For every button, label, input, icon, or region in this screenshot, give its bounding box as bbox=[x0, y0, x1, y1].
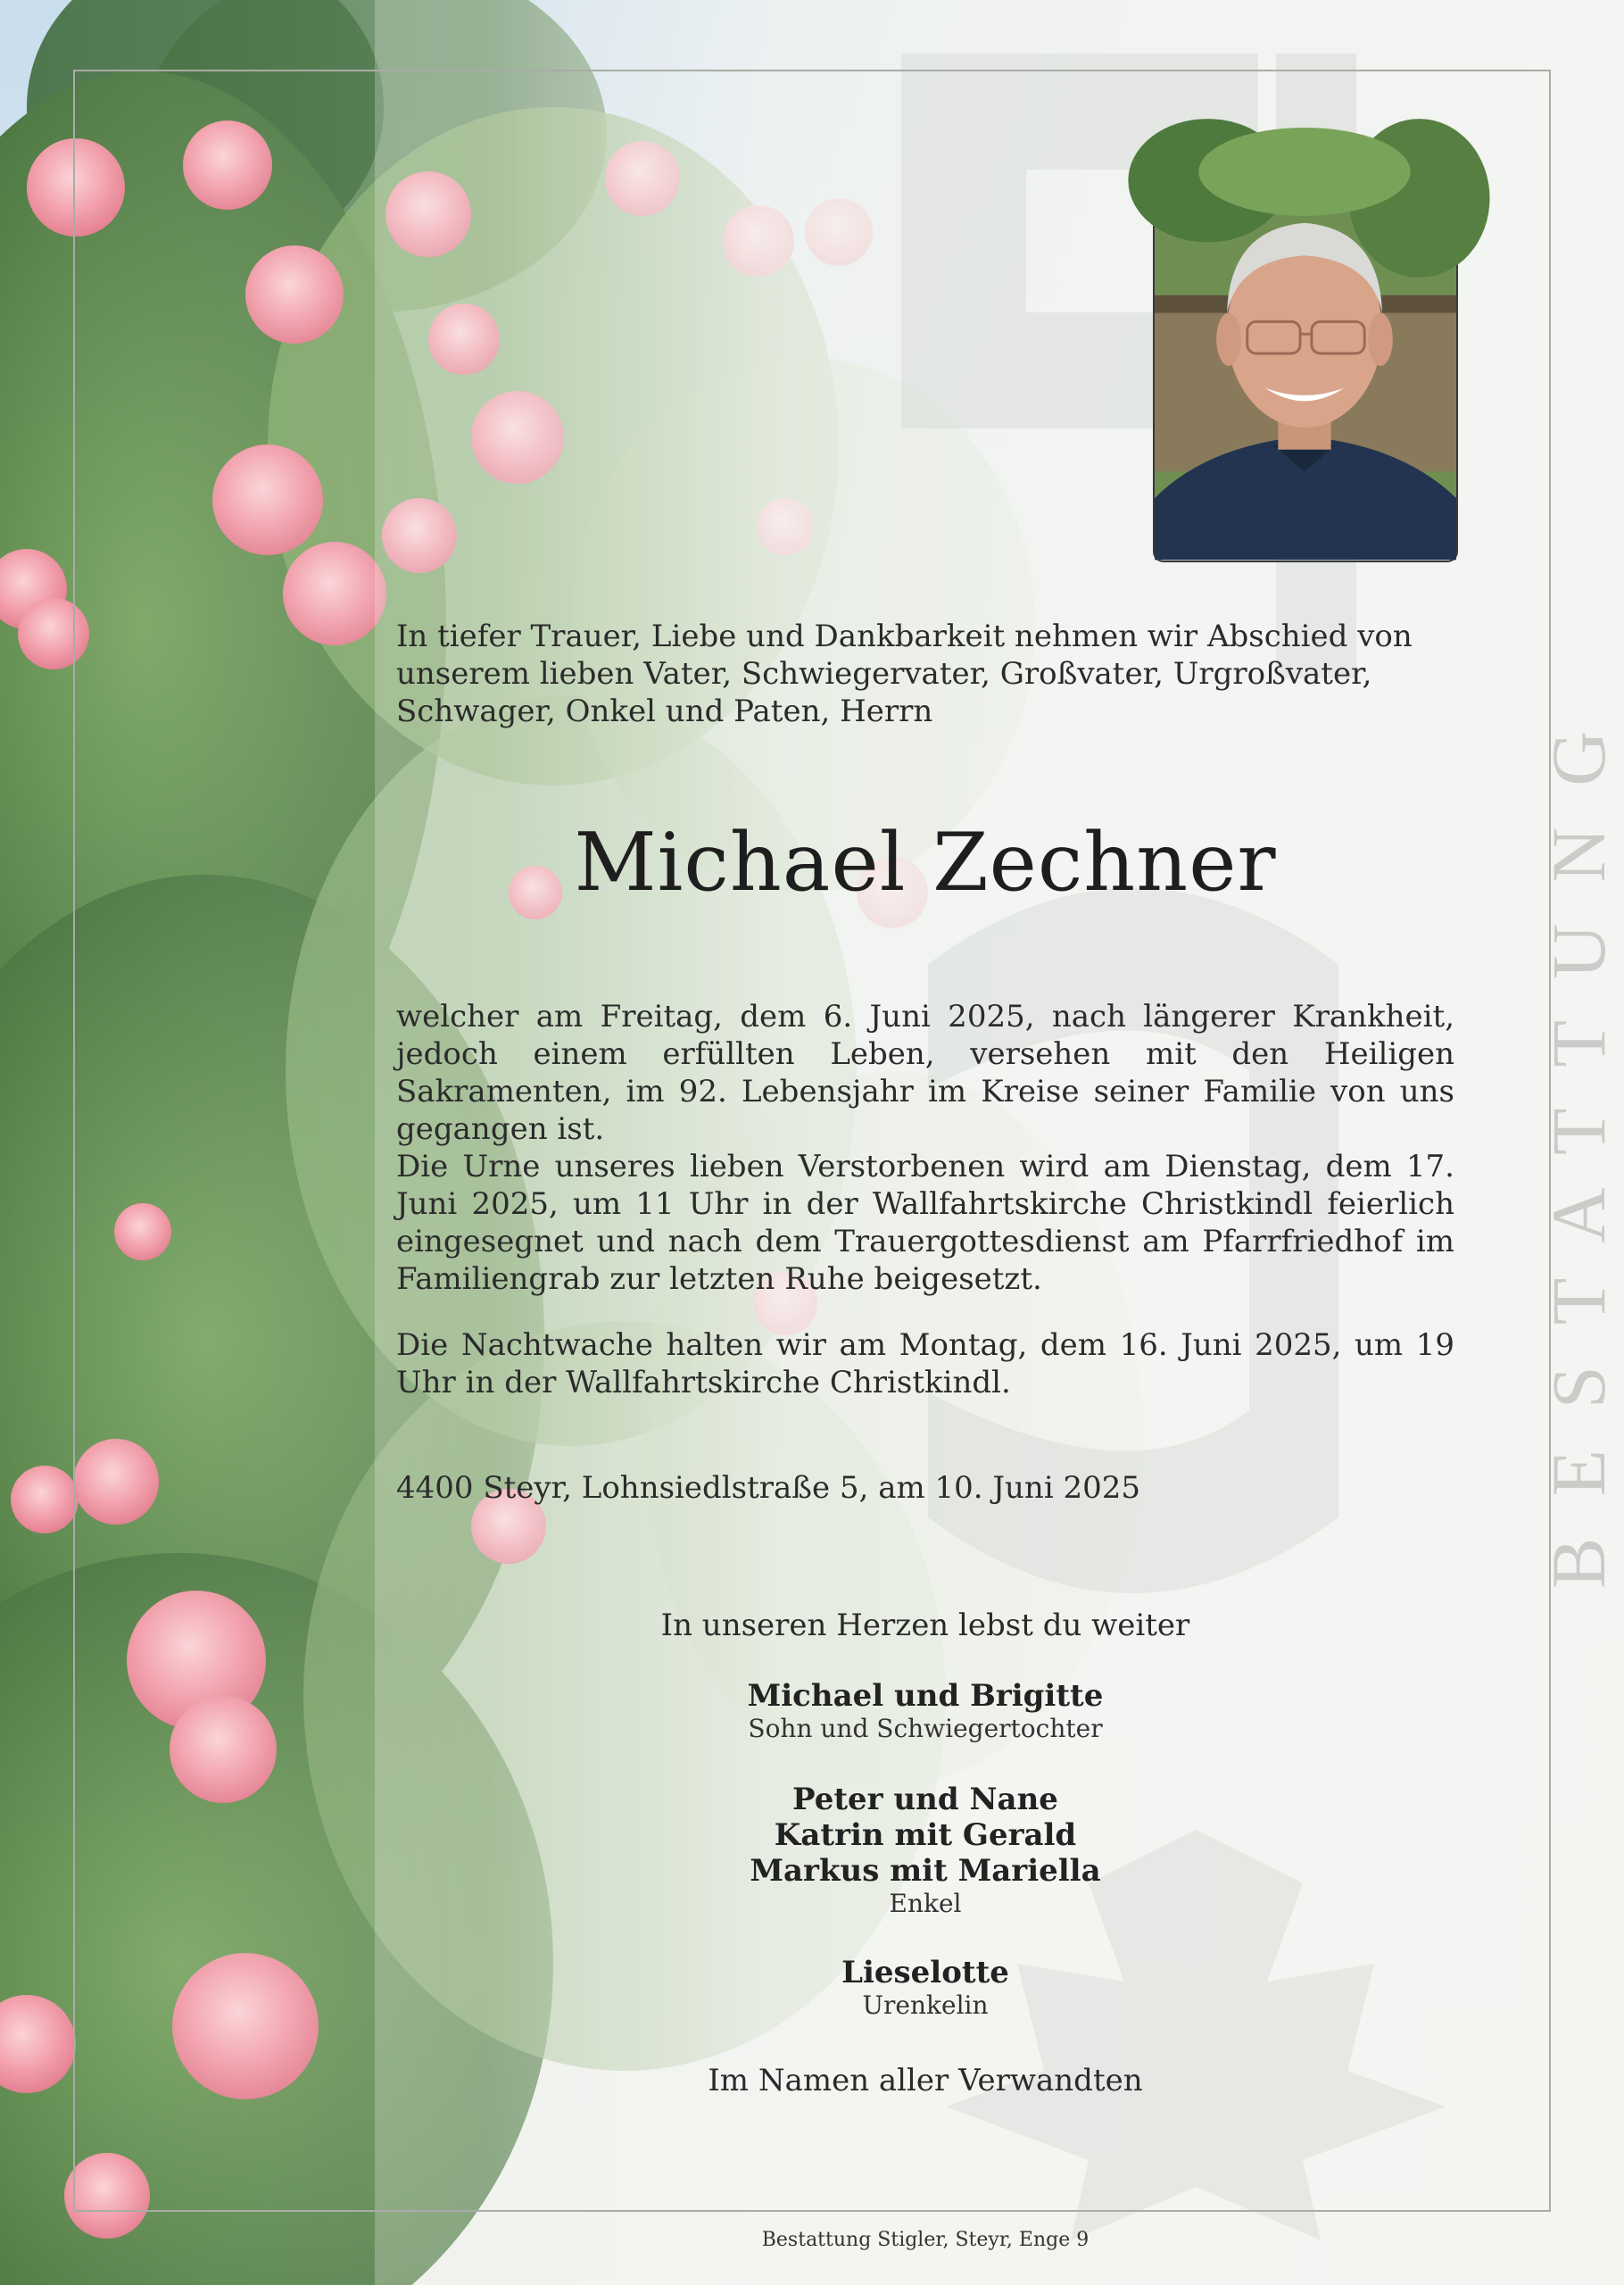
portrait-illustration bbox=[1155, 145, 1456, 561]
family-member-name: Markus mit Mariella bbox=[750, 1853, 1101, 1889]
intro-text: In tiefer Trauer, Liebe und Dankbarkeit nehmen wir Abschied von unserem lieben Vater, Schwiegervater, Großvater, Urgroßvater, Schwager, Onkel und Paten, Herrn bbox=[396, 619, 1413, 729]
family-member-name: Peter und Nane bbox=[792, 1782, 1058, 1817]
deceased-name: Michael Zechner bbox=[574, 816, 1277, 910]
watermark-text: BESTATTUNG bbox=[1536, 689, 1621, 1589]
family-group-great-grandchildren bbox=[396, 1955, 1454, 2021]
funeral-details-paragraph: Die Urne unseres lieben Verstorbenen wird am Dienstag, dem 17. Juni 2025, um 11 Uhr in der Wallfahrtskirche Christkindl feierlich eingesegnet und nach dem Trauergottesdienst am Pfarrfriedhof im Familiengrab zur letzten Ruhe beigesetzt. bbox=[396, 1149, 1454, 1297]
family-member-name: Katrin mit Gerald bbox=[774, 1817, 1077, 1853]
family-relation: Urenkelin bbox=[862, 1990, 989, 2020]
death-notice-paragraph: welcher am Freitag, dem 6. Juni 2025, nach längerer Krankheit, jedoch einem erfüllten Leben, versehen mit den Heiligen Sakramenten, im 92. Lebensjahr im Kreise seiner Familie von uns gegangen ist. bbox=[396, 999, 1454, 1147]
family-member-name: Michael und Brigitte bbox=[747, 1678, 1104, 1714]
portrait-photo bbox=[1153, 143, 1458, 562]
family-group-grandchildren bbox=[396, 1782, 1454, 1919]
family-relation: Enkel bbox=[889, 1889, 962, 1918]
family-member-name: Lieselotte bbox=[841, 1955, 1009, 1990]
family-group-children bbox=[396, 1678, 1454, 1744]
motto: In unseren Herzen lebst du weiter bbox=[660, 1608, 1190, 1643]
vigil-paragraph: Die Nachtwache halten wir am Montag, dem 16. Juni 2025, um 19 Uhr in der Wallfahrtskirche Christkindl. bbox=[396, 1327, 1454, 1400]
watermark-bestattung bbox=[1536, 71, 1624, 1589]
place-and-date: 4400 Steyr, Lohnsiedlstraße 5, am 10. Juni 2025 bbox=[396, 1470, 1141, 1506]
family-relation: Sohn und Schwiegertochter bbox=[748, 1714, 1103, 1743]
footer-funeral-home: Bestattung Stigler, Steyr, Enge 9 bbox=[761, 2229, 1090, 2251]
closing-line: Im Namen aller Verwandten bbox=[708, 2063, 1143, 2098]
